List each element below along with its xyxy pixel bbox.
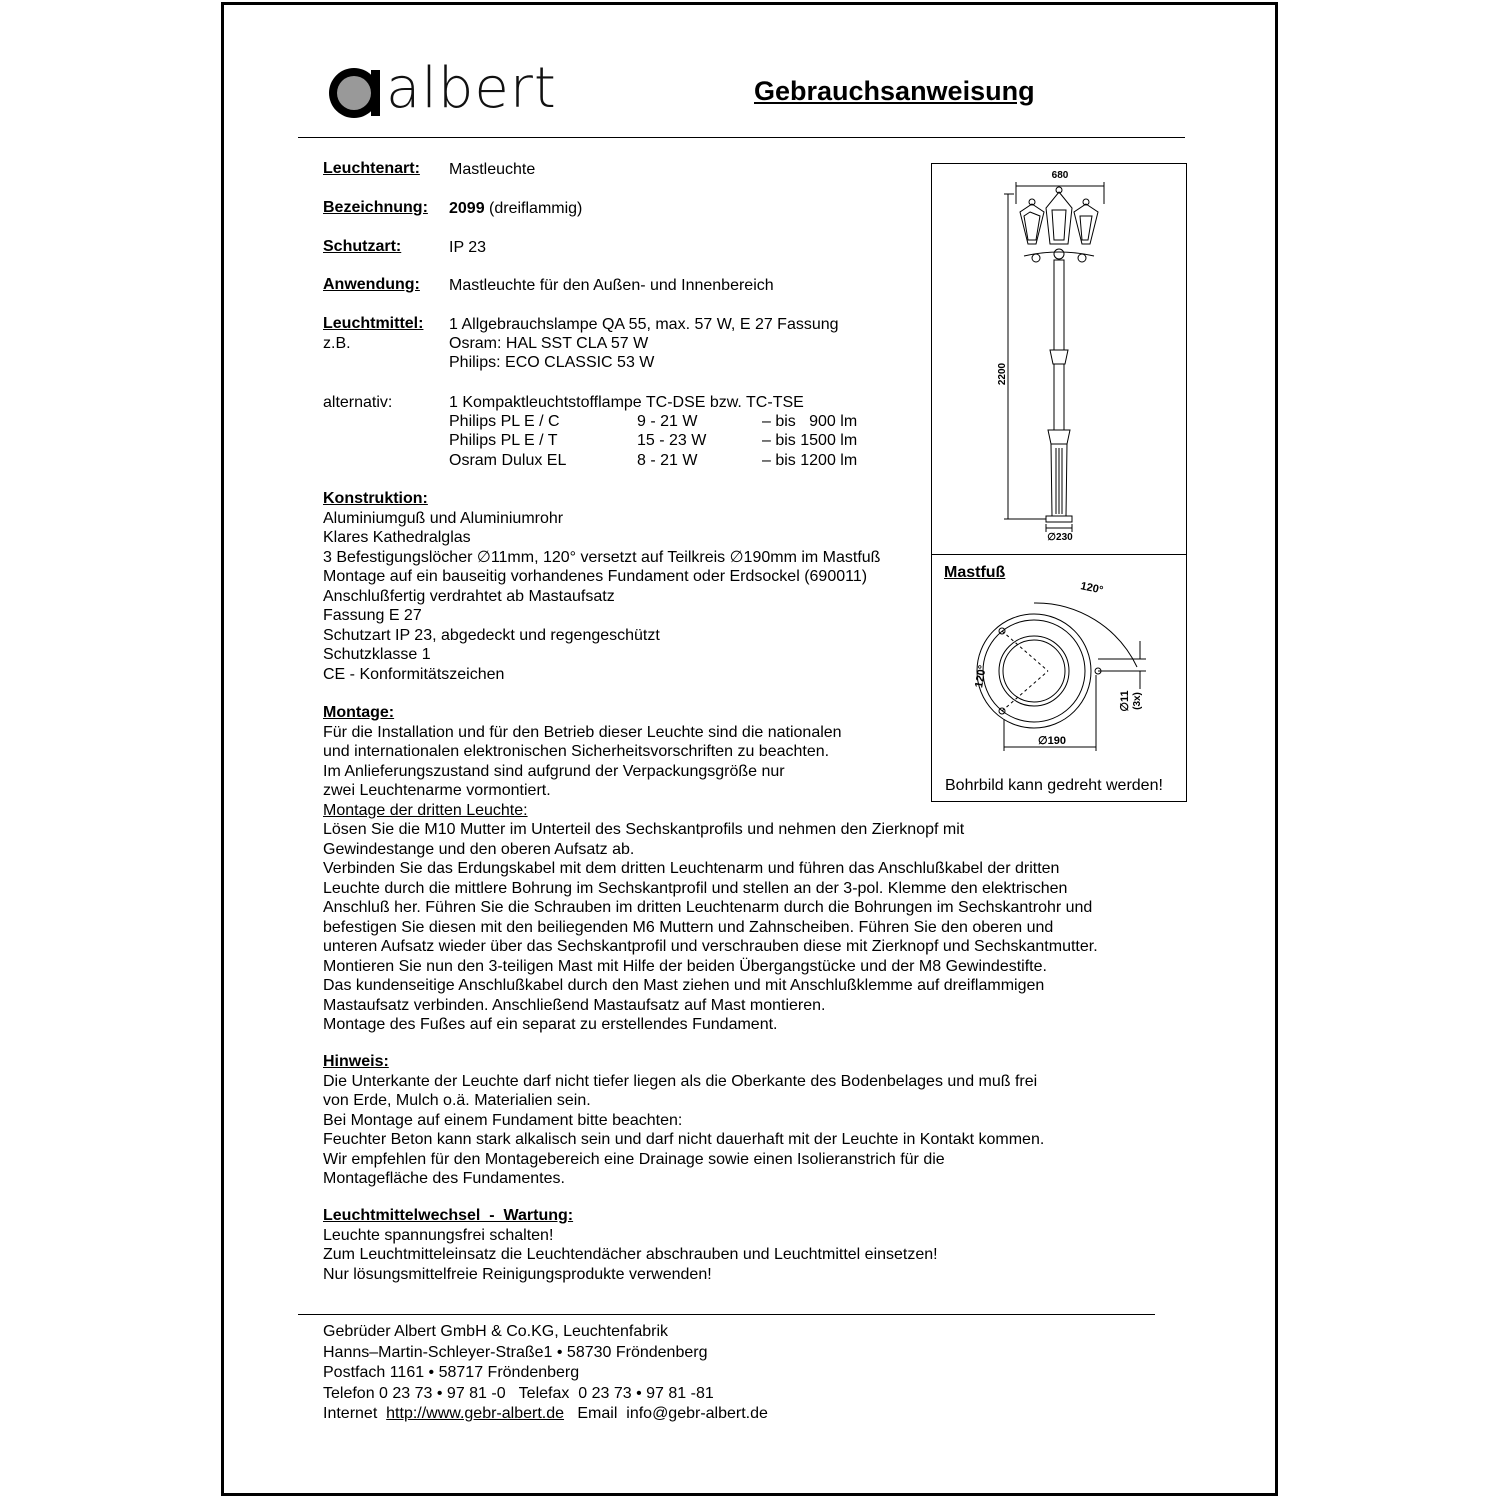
- montage-line: Montieren Sie nun den 3-teiligen Mast mit Hilfe der beiden Übergangstücke und der M8 Gewindestifte.: [323, 957, 1047, 975]
- montage-line: Montage des Fußes auf ein separat zu erstellendes Fundament.: [323, 1016, 778, 1033]
- konstruktion-line: Anschlußfertig verdrahtet ab Mastaufsatz: [323, 587, 615, 605]
- dim-base-label: ∅230: [1047, 532, 1073, 543]
- spec-value-leuchtmittel: 1 Allgebrauchslampe QA 55, max. 57 W, E 27 Fassung: [449, 316, 839, 333]
- model-number: 2099: [449, 200, 485, 217]
- lamp-drawing: [932, 164, 1185, 553]
- lamp-drawing-box: [931, 163, 1187, 555]
- montage-line: befestigen Sie diesen mit den beiliegenden M6 Muttern und Zahnscheiben. Führen Sie den oberen und: [323, 918, 1054, 936]
- montage-line: Gewindestange und den oberen Aufsatz ab.: [323, 840, 635, 858]
- alt-row-name: Osram Dulux EL: [449, 452, 567, 469]
- logo-mark-icon: [324, 64, 394, 124]
- hinweis-line: Bei Montage auf einem Fundament bitte beachten:: [323, 1111, 683, 1129]
- figure-caption: Bohrbild kann gedreht werden!: [945, 777, 1163, 794]
- spec-label-leuchtenart: Leuchtenart:: [323, 160, 420, 177]
- hole-count-label: (3x): [1132, 692, 1143, 710]
- alternativ-label: alternativ:: [323, 394, 393, 411]
- website-link[interactable]: http://www.gebr-albert.de: [386, 1405, 565, 1422]
- footer-rule: [298, 1314, 1155, 1315]
- konstruktion-line: Aluminiumguß und Aluminiumrohr: [323, 509, 564, 527]
- montage-subheading: Montage der dritten Leuchte:: [323, 801, 528, 819]
- hole-dim-label: ∅11: [1119, 690, 1131, 712]
- alt-row-watt: 8 - 21 W: [637, 452, 698, 469]
- konstruktion-line: Montage auf ein bauseitig vorhandenes Fundament oder Erdsockel (690011): [323, 568, 868, 585]
- montage-line: Anschluß her. Führen Sie die Schrauben im dritten Leuchtenarm durch die Bohrungen im Sechskantrohr und: [323, 899, 1093, 916]
- hinweis-line: Die Unterkante der Leuchte darf nicht tiefer liegen als die Oberkante des Bodenbelages und muß frei: [323, 1072, 1038, 1090]
- model-note: (dreiflammig): [484, 200, 583, 217]
- hinweis-heading: Hinweis:: [323, 1053, 389, 1070]
- hinweis-line: von Erde, Mulch o.ä. Materialien sein.: [323, 1092, 591, 1109]
- mastfuss-box: [931, 554, 1187, 802]
- hinweis-line: Montagefläche des Fundamentes.: [323, 1170, 565, 1187]
- alt-row-watt: 9 - 21 W: [637, 413, 698, 430]
- hinweis-section: [323, 1052, 1044, 1189]
- circle-dim-label: ∅190: [1038, 735, 1066, 747]
- montage-line: Verbinden Sie das Erdungskabel mit dem dritten Leuchtenarm und führen das Anschlußkabel der dritten: [323, 860, 1060, 877]
- dim-width-label: 680: [1051, 170, 1069, 181]
- montage-line: Für die Installation und für den Betrieb dieser Leuchte sind die nationalen: [323, 723, 842, 741]
- page-title: Gebrauchsanweisung: [754, 76, 1035, 106]
- konstruktion-line: Fassung E 27: [323, 607, 422, 624]
- footer-postfach: Postfach 1161 • 58717 Fröndenberg: [323, 1364, 580, 1381]
- spec-value-schutzart: IP 23: [449, 239, 487, 256]
- internet-label: Internet: [323, 1405, 387, 1422]
- leuchtmittel-example-2: Philips: ECO CLASSIC 53 W: [449, 354, 655, 371]
- alt-row-lm: – bis 1200 lm: [762, 452, 858, 469]
- alt-row-lm: – bis 1500 lm: [762, 432, 858, 449]
- montage-line: zwei Leuchtenarme vormontiert.: [323, 782, 551, 799]
- konstruktion-section: [323, 489, 880, 684]
- konstruktion-line: Schutzart IP 23, abgedeckt und regengeschützt: [323, 626, 660, 644]
- montage-line: Lösen Sie die M10 Mutter im Unterteil des Sechskantprofils und nehmen den Zierknopf mit: [323, 821, 965, 838]
- spec-label-leuchtmittel: Leuchtmittel:: [323, 315, 424, 332]
- header-rule: [298, 137, 1185, 138]
- wartung-heading: Leuchtmittelwechsel - Wartung:: [323, 1207, 574, 1224]
- konstruktion-line: Klares Kathedralglas: [323, 529, 471, 546]
- alt-row-lm: – bis 900 lm: [762, 413, 858, 430]
- montage-line: und internationalen elektronischen Sicherheitsvorschriften zu beachten.: [323, 743, 830, 760]
- konstruktion-line: 3 Befestigungslöcher ∅11mm, 120° versetzt auf Teilkreis ∅190mm im Mastfuß: [323, 548, 881, 566]
- montage-line: unteren Aufsatz wieder über das Sechskantprofil und verschrauben diese mit Zierknopf und Sechskantmutter.: [323, 938, 1098, 955]
- dim-height-label: 2200: [997, 362, 1008, 386]
- mastfuss-heading: Mastfuß: [944, 564, 1006, 581]
- albert-logo: [322, 56, 562, 124]
- montage-heading: Montage:: [323, 704, 395, 721]
- hinweis-line: Feuchter Beton kann stark alkalisch sein und darf nicht dauerhaft mit der Leuchte in Kontakt kommen.: [323, 1131, 1045, 1148]
- alternativ-intro: 1 Kompaktleuchtstofflampe TC-DSE bzw. TC-TSE: [449, 394, 804, 411]
- konstruktion-line: Schutzklasse 1: [323, 646, 431, 663]
- footer-phone: Telefon 0 23 73 • 97 81 -0 Telefax 0 23 73 • 97 81 -81: [323, 1384, 714, 1402]
- email-text: Email info@gebr-albert.de: [564, 1405, 768, 1422]
- hinweis-line: Wir empfehlen für den Montagebereich eine Drainage sowie einen Isolieranstrich für die: [323, 1150, 945, 1168]
- wartung-line: Leuchte spannungsfrei schalten!: [323, 1226, 554, 1244]
- konstruktion-heading: Konstruktion:: [323, 490, 428, 507]
- angle-left-label: 120°: [973, 664, 989, 689]
- montage-line: Im Anlieferungszustand sind aufgrund der Verpackungsgröße nur: [323, 762, 785, 780]
- wartung-line: Nur lösungsmittelfreie Reinigungsprodukte verwenden!: [323, 1265, 712, 1283]
- montage-line: Leuchte durch die mittlere Bohrung im Sechskantprofil und stellen an der 3-pol. Klemme den elektrischen: [323, 879, 1068, 897]
- spec-label-anwendung: Anwendung:: [323, 276, 420, 293]
- footer-address: Hanns–Martin-Schleyer-Straße1 • 58730 Fröndenberg: [323, 1343, 708, 1361]
- konstruktion-line: CE - Konformitätszeichen: [323, 665, 505, 683]
- alt-row-name: Philips PL E / C: [449, 413, 560, 430]
- footer: [323, 1322, 768, 1425]
- leuchtmittel-example-1: Osram: HAL SST CLA 57 W: [449, 335, 649, 352]
- alt-row-name: Philips PL E / T: [449, 432, 558, 449]
- bolt-pattern-drawing: [932, 579, 1185, 779]
- montage-line: Das kundenseitige Anschlußkabel durch den Mast ziehen und mit Anschlußklemme auf dreiflammigen: [323, 977, 1045, 994]
- montage-line: Mastaufsatz verbinden. Anschließend Mastaufsatz auf Mast montieren.: [323, 996, 826, 1014]
- spec-value-anwendung: Mastleuchte für den Außen- und Innenbereich: [449, 277, 774, 294]
- spec-label-bezeichnung: Bezeichnung:: [323, 199, 428, 216]
- footer-company: Gebrüder Albert GmbH & Co.KG, Leuchtenfabrik: [323, 1323, 669, 1340]
- angle-top-label: 120°: [1079, 580, 1105, 597]
- spec-label-schutzart: Schutzart:: [323, 238, 402, 255]
- footer-internet: [323, 1404, 768, 1425]
- logo-text: albert: [386, 56, 557, 121]
- wartung-line: Zum Leuchtmitteleinsatz die Leuchtendächer abschrauben und Leuchtmittel einsetzen!: [323, 1246, 938, 1263]
- spec-value-bezeichnung: [449, 199, 582, 219]
- spec-value-leuchtenart: Mastleuchte: [449, 161, 536, 178]
- zb-label: z.B.: [323, 335, 351, 352]
- wartung-section: [323, 1206, 938, 1284]
- alt-row-watt: 15 - 23 W: [637, 432, 707, 449]
